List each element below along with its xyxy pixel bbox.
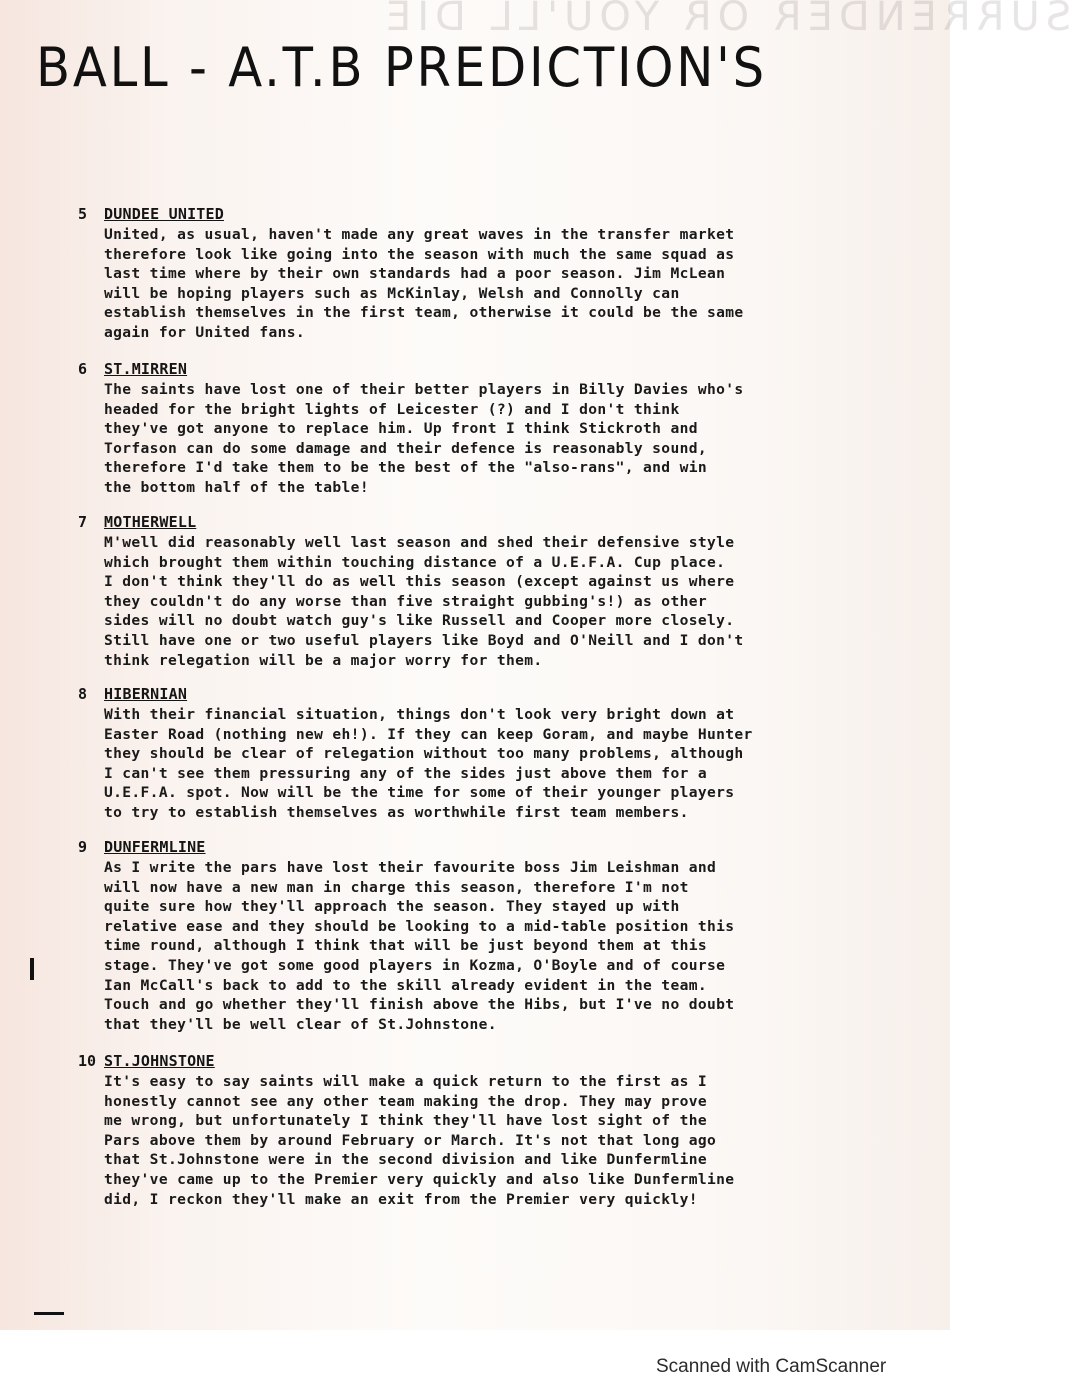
entry-team-name: DUNDEE UNITED xyxy=(104,205,224,223)
entry-text: It's easy to say saints will make a quick return to the first as I honestly cannot see any other team making the drop. They may prove me wrong, but unfortunately I think they'll have lost sight of the Pars above them by around February or March. It's not that long ago that St.Johnstone were in the second division and like Dunfermline they've came up to the Premier very quickly and also like Dunfermline did, I reckon they'll make an exit from the Premier very quickly! xyxy=(104,1073,735,1208)
prediction-entry xyxy=(78,685,938,823)
entry-text: The saints have lost one of their better players in Billy Davies who's headed for the bright lights of Leicester (?) and I don't think they've got anyone to replace him. Up front I think Stickroth and Torfason can do some damage and their defence is reasonably sound, therefore I'd take them to be the best of the "also-rans", and win the bottom half of the table! xyxy=(104,381,744,496)
entry-team-name: HIBERNIAN xyxy=(104,685,188,703)
entry-team-name: MOTHERWELL xyxy=(104,513,197,531)
entry-team-name: DUNFERMLINE xyxy=(104,838,206,856)
page-title: BALL - A.T.B PREDICTION'S xyxy=(36,36,767,99)
entry-text: United, as usual, haven't made any great waves in the transfer market therefore look like going into the season with much the same squad as last time where by their own standards had a poor season. Jim McLean will be hoping players such as McKinlay, Welsh and Connolly can establish themselves in the first team, otherwise it could be the same again for United fans. xyxy=(104,226,744,341)
entry-rank: 6 xyxy=(78,360,88,378)
entry-text: M'well did reasonably well last season and shed their defensive style which brought them within touching distance of a U.E.F.A. Cup place. I don't think they'll do as well this season (except against us where they couldn't do any worse than five straight gubbing's!) as other sides will no doubt watch guy's like Russell and Cooper more closely. Still have one or two useful players like Boyd and O'Neill and I don't think relegation will be a major worry for them. xyxy=(104,534,744,669)
entry-team-name: ST.MIRREN xyxy=(104,360,188,378)
prediction-entry xyxy=(78,360,938,498)
entry-heading xyxy=(78,685,938,703)
entry-rank: 7 xyxy=(78,513,88,531)
prediction-entry xyxy=(78,1052,938,1209)
entry-heading xyxy=(78,205,938,223)
entry-text: With their financial situation, things don't look very bright down at Easter Road (nothing new eh!). If they can keep Goram, and maybe Hunter they should be clear of relegation without too many problems, although I can't see them pressuring any of the sides just above them for a U.E.F.A. spot. Now will be the time for some of their younger players to try to establish themselves as worthwhile first team members. xyxy=(104,706,753,821)
entry-team-name: ST.JOHNSTONE xyxy=(104,1052,215,1070)
entry-heading xyxy=(78,360,938,378)
bottom-ink-line xyxy=(34,1312,64,1315)
entry-rank: 8 xyxy=(78,685,88,703)
prediction-entry xyxy=(78,513,938,670)
entry-rank: 5 xyxy=(78,205,88,223)
entry-rank: 10 xyxy=(78,1052,97,1070)
scanner-watermark: Scanned with CamScanner xyxy=(656,1356,887,1377)
prediction-entry xyxy=(78,205,938,343)
prediction-entry xyxy=(78,838,938,1034)
margin-ink-mark xyxy=(30,958,34,980)
bleed-through-text: SURRENDER OR YOU'LL DIE xyxy=(380,0,1071,40)
entry-heading xyxy=(78,513,938,531)
entry-heading xyxy=(78,1052,938,1070)
entry-heading xyxy=(78,838,938,856)
entry-rank: 9 xyxy=(78,838,88,856)
entry-text: As I write the pars have lost their favourite boss Jim Leishman and will now have a new man in charge this season, therefore I'm not quite sure how they'll approach the season. They stayed up with relative ease and they should be looking to a mid-table position this time round, although I think that will be just beyond them at this stage. They've got some good players in Kozma, O'Boyle and of course Ian McCall's back to add to the skill already evident in the team. Touch and go whether they'll finish above the Hibs, but I've no doubt that they'll be well clear of St.Johnstone. xyxy=(104,859,735,1033)
